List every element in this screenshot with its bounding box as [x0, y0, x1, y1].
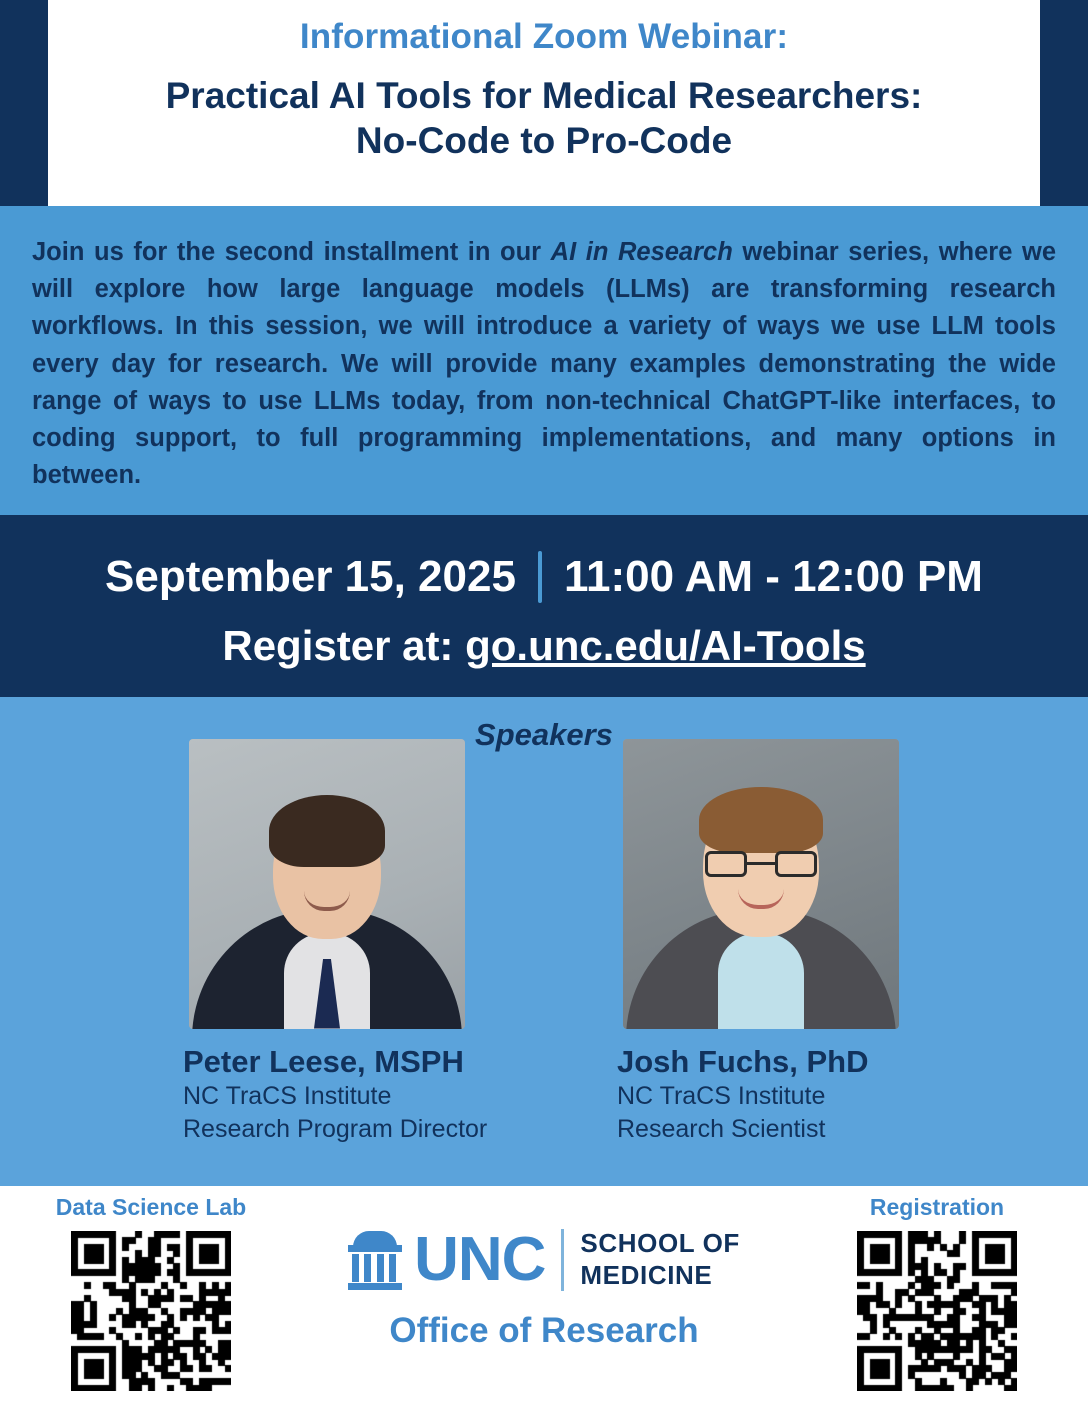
unc-logo-block [256, 1194, 832, 1351]
webinar-eyebrow: Informational Zoom Webinar: [299, 17, 789, 56]
qr-code-data-science-lab[interactable] [71, 1231, 231, 1391]
eyeglasses-icon [705, 851, 817, 877]
qr-caption-right: Registration [869, 1194, 1005, 1220]
register-prefix: Register at: [222, 621, 466, 669]
qr-caption-left: Data Science Lab [55, 1194, 247, 1220]
speakers-section [0, 697, 1088, 1186]
speaker-name: Peter Leese, MSPH [183, 1043, 464, 1079]
unc-logo-divider [561, 1229, 564, 1291]
speaker-card-josh-fuchs [617, 739, 905, 1144]
speaker-affiliation: NC TraCS Institute [183, 1082, 392, 1110]
speaker-name: Josh Fuchs, PhD [617, 1043, 869, 1079]
header-section [0, 0, 1088, 206]
page-title-line1: Practical AI Tools for Medical Researchers: [165, 74, 923, 116]
date-time-divider [538, 551, 542, 603]
qr-block-registration [832, 1194, 1042, 1391]
qr-block-data-science-lab [46, 1194, 256, 1391]
registration-row [222, 621, 866, 669]
old-well-icon [348, 1229, 402, 1291]
event-time: 11:00 AM - 12:00 PM [563, 551, 983, 601]
description-section [0, 206, 1088, 515]
speaker-affiliation: NC TraCS Institute [617, 1082, 826, 1110]
speaker-card-peter-leese [183, 739, 488, 1144]
page-title [136, 73, 953, 163]
speaker-role: Research Program Director [183, 1115, 488, 1143]
qr-code-registration[interactable] [857, 1231, 1017, 1391]
event-date: September 15, 2025 [105, 551, 516, 601]
unc-school-name [580, 1228, 739, 1291]
description-part1: Join us for the second installment in our [32, 238, 551, 266]
description-text [32, 234, 1056, 495]
series-name: AI in Research [550, 238, 733, 266]
footer-section [0, 1186, 1088, 1408]
event-details-section [0, 515, 1088, 697]
speaker-role: Research Scientist [617, 1115, 826, 1143]
unc-school-line1: SCHOOL OF [580, 1228, 740, 1258]
unc-wordmark: UNC [414, 1224, 546, 1294]
speakers-grid [0, 739, 1088, 1144]
page-title-line2: No-Code to Pro-Code [355, 119, 733, 161]
date-time-row [105, 551, 983, 603]
office-of-research-label: Office of Research [389, 1311, 699, 1351]
registration-link[interactable]: go.unc.edu/AI-Tools [465, 621, 866, 669]
description-part2: webinar series, where we will explore how large language models (LLMs) are transforming research workflows. In this session, we will introduce a variety of ways we use LLM tools every day for research. We will provide many examples demonstrating the wide range of ways to use LLMs today, from non-technical ChatGPT-like interfaces, to coding support, to full programming implementations, and many options in between. [32, 238, 1056, 490]
header-left-navy-bar [0, 0, 48, 206]
headshot-josh-fuchs [623, 739, 899, 1029]
headshot-peter-leese [189, 739, 465, 1029]
header-right-navy-bar [1040, 0, 1088, 206]
speakers-heading: Speakers [475, 716, 613, 752]
unc-school-line2: MEDICINE [580, 1259, 713, 1290]
